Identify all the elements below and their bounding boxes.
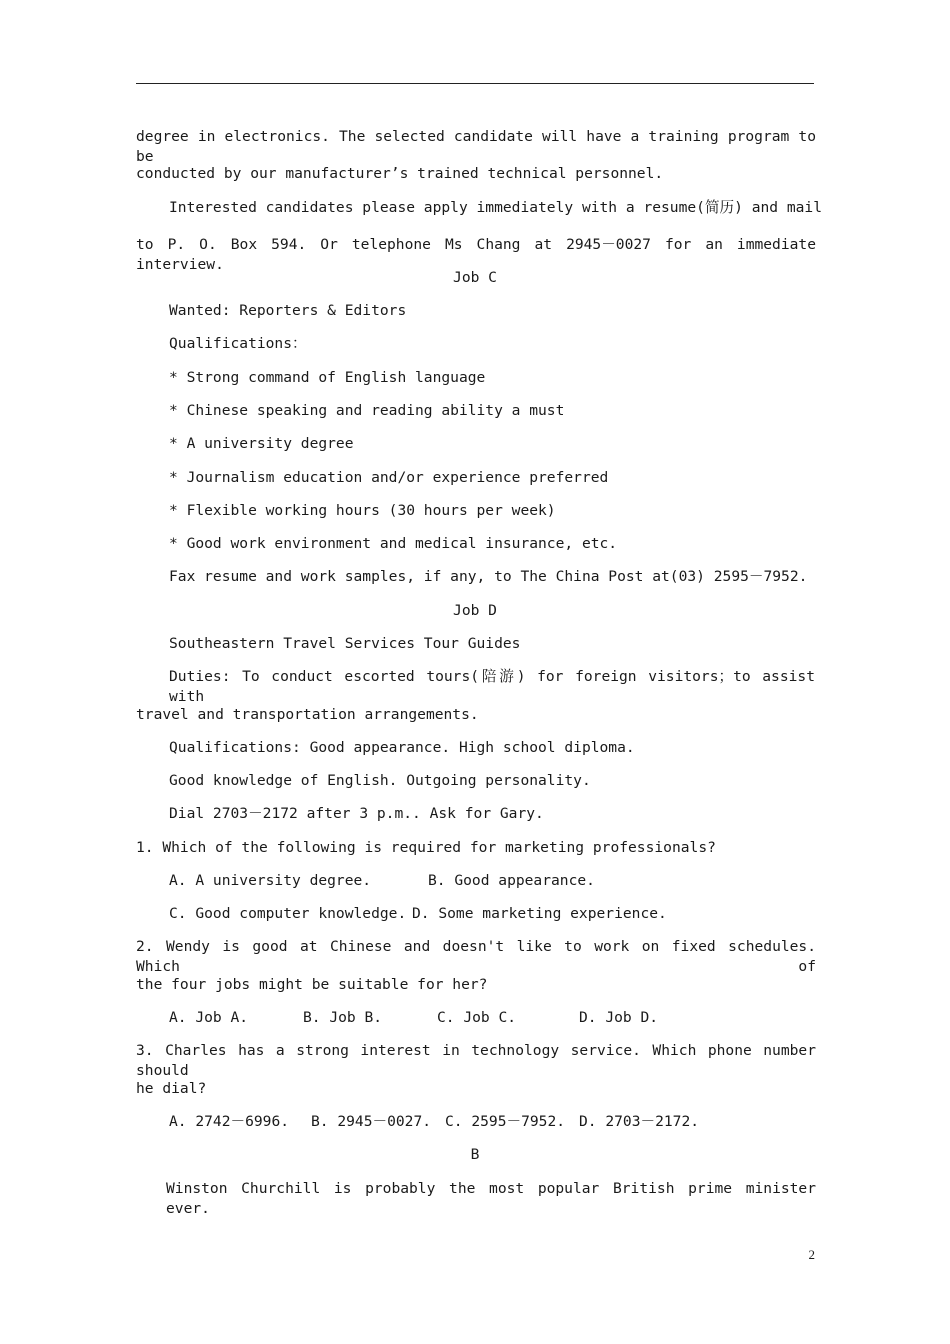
page-number: 2 <box>808 1247 815 1262</box>
passage-line: degree in electronics. The selected candidate will have a training program to be <box>136 128 816 165</box>
job-c-item: * Flexible working hours (30 hours per week) <box>169 502 556 519</box>
question-2-stem: 2. Wendy is good at Chinese and doesn't like to work on fixed schedules. Which of <box>136 938 816 975</box>
job-d-duties-cont: travel and transportation arrangements. <box>136 706 479 723</box>
option-c: C. 2595－7952. <box>445 1113 566 1130</box>
option-c: C. Job C. <box>437 1009 517 1026</box>
job-c-item: * Journalism education and/or experience preferred <box>169 469 609 486</box>
option-d: D. Job D. <box>579 1009 659 1026</box>
header-rule <box>136 83 814 84</box>
option-b: B. Good appearance. <box>428 872 595 889</box>
option-a: A. Job A. <box>169 1009 249 1026</box>
option-d: D. 2703－2172. <box>579 1113 700 1130</box>
question-2-stem-cont: the four jobs might be suitable for her? <box>136 976 488 993</box>
passage-line: Interested candidates please apply immediately with a resume(简历) and mail <box>169 199 823 216</box>
option-d: D. Some marketing experience. <box>412 905 667 922</box>
question-3-stem: 3. Charles has a strong interest in technology service. Which phone number should <box>136 1042 816 1079</box>
question-3-options-row <box>169 1112 815 1132</box>
question-1-stem: 1. Which of the following is required for marketing professionals? <box>136 839 716 856</box>
job-c-fax: Fax resume and work samples, if any, to The China Post at(03) 2595－7952. <box>169 568 808 585</box>
question-3-stem-cont: he dial? <box>136 1080 207 1097</box>
option-a: A. 2742－6996. <box>169 1113 290 1130</box>
job-c-item: * Strong command of English language <box>169 369 486 386</box>
job-d-qualifications: Qualifications: Good appearance. High school diploma. <box>169 739 635 756</box>
job-d-dial: Dial 2703－2172 after 3 p.m.. Ask for Gary. <box>169 805 544 822</box>
option-b: B. Job B. <box>303 1009 383 1026</box>
section-b-heading: B <box>470 1146 480 1163</box>
job-d-heading: Job D <box>453 602 497 619</box>
question-1-options-row <box>169 871 815 891</box>
job-c-item: * Chinese speaking and reading ability a must <box>169 402 565 419</box>
job-c-heading: Job C <box>453 269 497 286</box>
job-c-qualifications-label: Qualifications： <box>169 335 307 352</box>
question-1-options-row <box>169 904 815 924</box>
job-c-wanted: Wanted: Reporters & Editors <box>169 302 407 319</box>
job-d-duties: Duties: To conduct escorted tours(陪游) for foreign visitors；to assist with <box>169 668 815 705</box>
option-b: B. 2945－0027. <box>311 1113 432 1130</box>
option-c: C. Good computer knowledge. <box>169 905 407 922</box>
job-c-item: * A university degree <box>169 435 354 452</box>
option-a: A. A university degree. <box>169 872 372 889</box>
passage-line: to P. O. Box 594. Or telephone Ms Chang at 2945－0027 for an immediate interview. <box>136 236 816 273</box>
passage-line: conducted by our manufacturer’s trained technical personnel. <box>136 165 664 182</box>
question-2-options-row <box>169 1008 815 1028</box>
job-d-knowledge: Good knowledge of English. Outgoing personality. <box>169 772 591 789</box>
section-b-first-line: Winston Churchill is probably the most popular British prime minister ever. <box>166 1180 816 1217</box>
job-d-title: Southeastern Travel Services Tour Guides <box>169 635 521 652</box>
job-c-item: * Good work environment and medical insurance, etc. <box>169 535 618 552</box>
